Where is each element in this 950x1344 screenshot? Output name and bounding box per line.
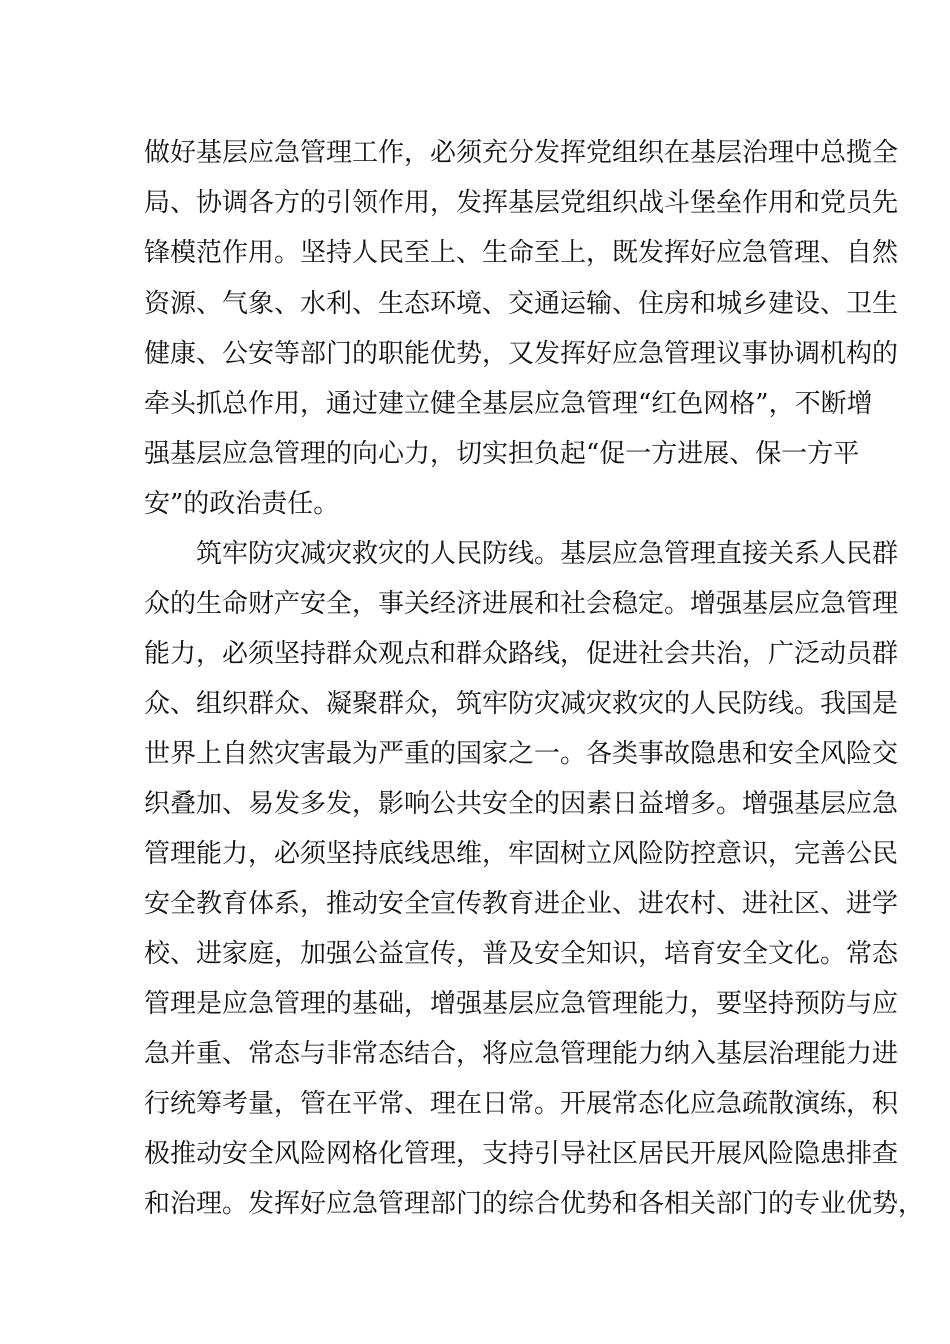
paragraph-1-line-4: 资源、气象、水利、生态环境、交通运输、住房和城乡建设、卫生 <box>144 289 899 319</box>
paragraph-2-line-8: 安全教育体系，推动安全宣传教育进企业、进农村、进社区、进学 <box>144 889 899 919</box>
paragraph-2-line-9: 校、进家庭，加强公益宣传，普及安全知识，培育安全文化。常态 <box>144 939 899 969</box>
paragraph-1-line-6: 牵头抓总作用，通过建立健全基层应急管理“红色网格”，不断增 <box>144 389 873 419</box>
paragraph-2-line-2: 众的生命财产安全，事关经济进展和社会稳定。增强基层应急管理 <box>144 589 899 619</box>
paragraph-2-line-11: 急并重、常态与非常态结合，将应急管理能力纳入基层治理能力进 <box>144 1039 899 1069</box>
paragraph-2-line-13: 极推动安全风险网格化管理，支持引导社区居民开展风险隐患排查 <box>144 1139 899 1169</box>
paragraph-2-line-4: 众、组织群众、凝聚群众，筑牢防灾减灾救灾的人民防线。我国是 <box>144 689 899 719</box>
paragraph-2-line-3: 能力，必须坚持群众观点和群众路线，促进社会共治，广泛动员群 <box>144 639 899 669</box>
paragraph-1-line-8: 安”的政治责任。 <box>144 489 340 519</box>
paragraph-1-line-2: 局、协调各方的引领作用，发挥基层党组织战斗堡垒作用和党员先 <box>144 188 899 218</box>
paragraph-1-line-5: 健康、公安等部门的职能优势，又发挥好应急管理议事协调机构的 <box>144 339 899 369</box>
paragraph-2-line-12: 行统筹考量，管在平常、理在日常。开展常态化应急疏散演练，积 <box>144 1089 899 1119</box>
paragraph-1-line-1: 做好基层应急管理工作，必须充分发挥党组织在基层治理中总揽全 <box>144 138 899 168</box>
paragraph-2-line-5: 世界上自然灾害最为严重的国家之一。各类事故隐患和安全风险交 <box>144 739 899 769</box>
paragraph-1-line-3: 锋模范作用。坚持人民至上、生命至上，既发挥好应急管理、自然 <box>144 238 899 268</box>
paragraph-1-line-7: 强基层应急管理的向心力，切实担负起“促一方进展、保一方平 <box>144 439 860 469</box>
paragraph-2-line-14: 和治理。发挥好应急管理部门的综合优势和各相关部门的专业优势， <box>144 1189 925 1219</box>
paragraph-2-line-6: 织叠加、易发多发，影响公共安全的因素日益增多。增强基层应急 <box>144 789 899 819</box>
paragraph-2-line-1: 筑牢防灾减灾救灾的人民防线。基层应急管理直接关系人民群 <box>196 539 899 569</box>
paragraph-2-line-7: 管理能力，必须坚持底线思维，牢固树立风险防控意识，完善公民 <box>144 839 899 869</box>
paragraph-2-line-10: 管理是应急管理的基础，增强基层应急管理能力，要坚持预防与应 <box>144 989 899 1019</box>
